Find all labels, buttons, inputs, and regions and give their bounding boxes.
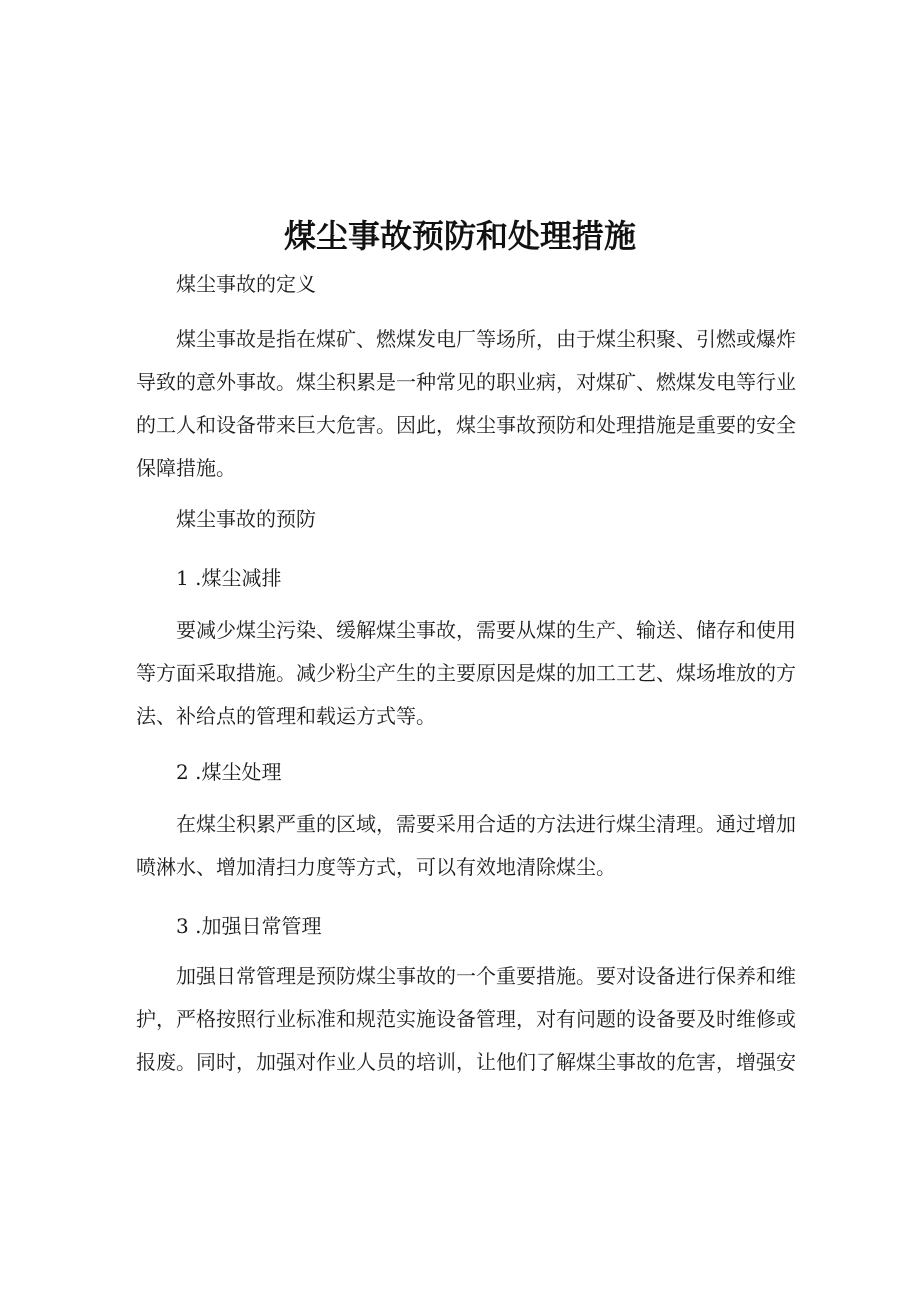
section-heading-prevention: 煤尘事故的预防 xyxy=(176,507,316,531)
paragraph-daily-management: 加强日常管理是预防煤尘事故的一个重要措施。要对设备进行保养和维护，严格按照行业标准和规范实施设备管理，对有问题的设备要及时维修或报废。同时，加强对作业人员的培训，让他们了解煤尘事故的危害，增强安 xyxy=(136,964,796,1074)
section-heading-definition: 煤尘事故的定义 xyxy=(176,272,316,296)
subheading-daily-management: 3 .加强日常管理 xyxy=(176,914,322,938)
subheading-dust-reduction: 1 .煤尘减排 xyxy=(176,566,282,590)
subheading-dust-treatment: 2 .煤尘处理 xyxy=(176,760,282,784)
paragraph-definition: 煤尘事故是指在煤矿、燃煤发电厂等场所，由于煤尘积聚、引燃或爆炸导致的意外事故。煤尘积累是一种常见的职业病，对煤矿、燃煤发电等行业的工人和设备带来巨大危害。因此，煤尘事故预防和处理措施是重要的安全保障措施。 xyxy=(136,327,796,480)
paragraph-dust-treatment: 在煤尘积累严重的区域，需要采用合适的方法进行煤尘清理。通过增加喷淋水、增加清扫力度等方式，可以有效地清除煤尘。 xyxy=(136,812,796,879)
page-title: 煤尘事故预防和处理措施 xyxy=(283,217,636,255)
paragraph-dust-reduction: 要减少煤尘污染、缓解煤尘事故，需要从煤的生产、输送、储存和使用等方面采取措施。减少粉尘产生的主要原因是煤的加工工艺、煤场堆放的方法、补给点的管理和载运方式等。 xyxy=(136,618,796,728)
